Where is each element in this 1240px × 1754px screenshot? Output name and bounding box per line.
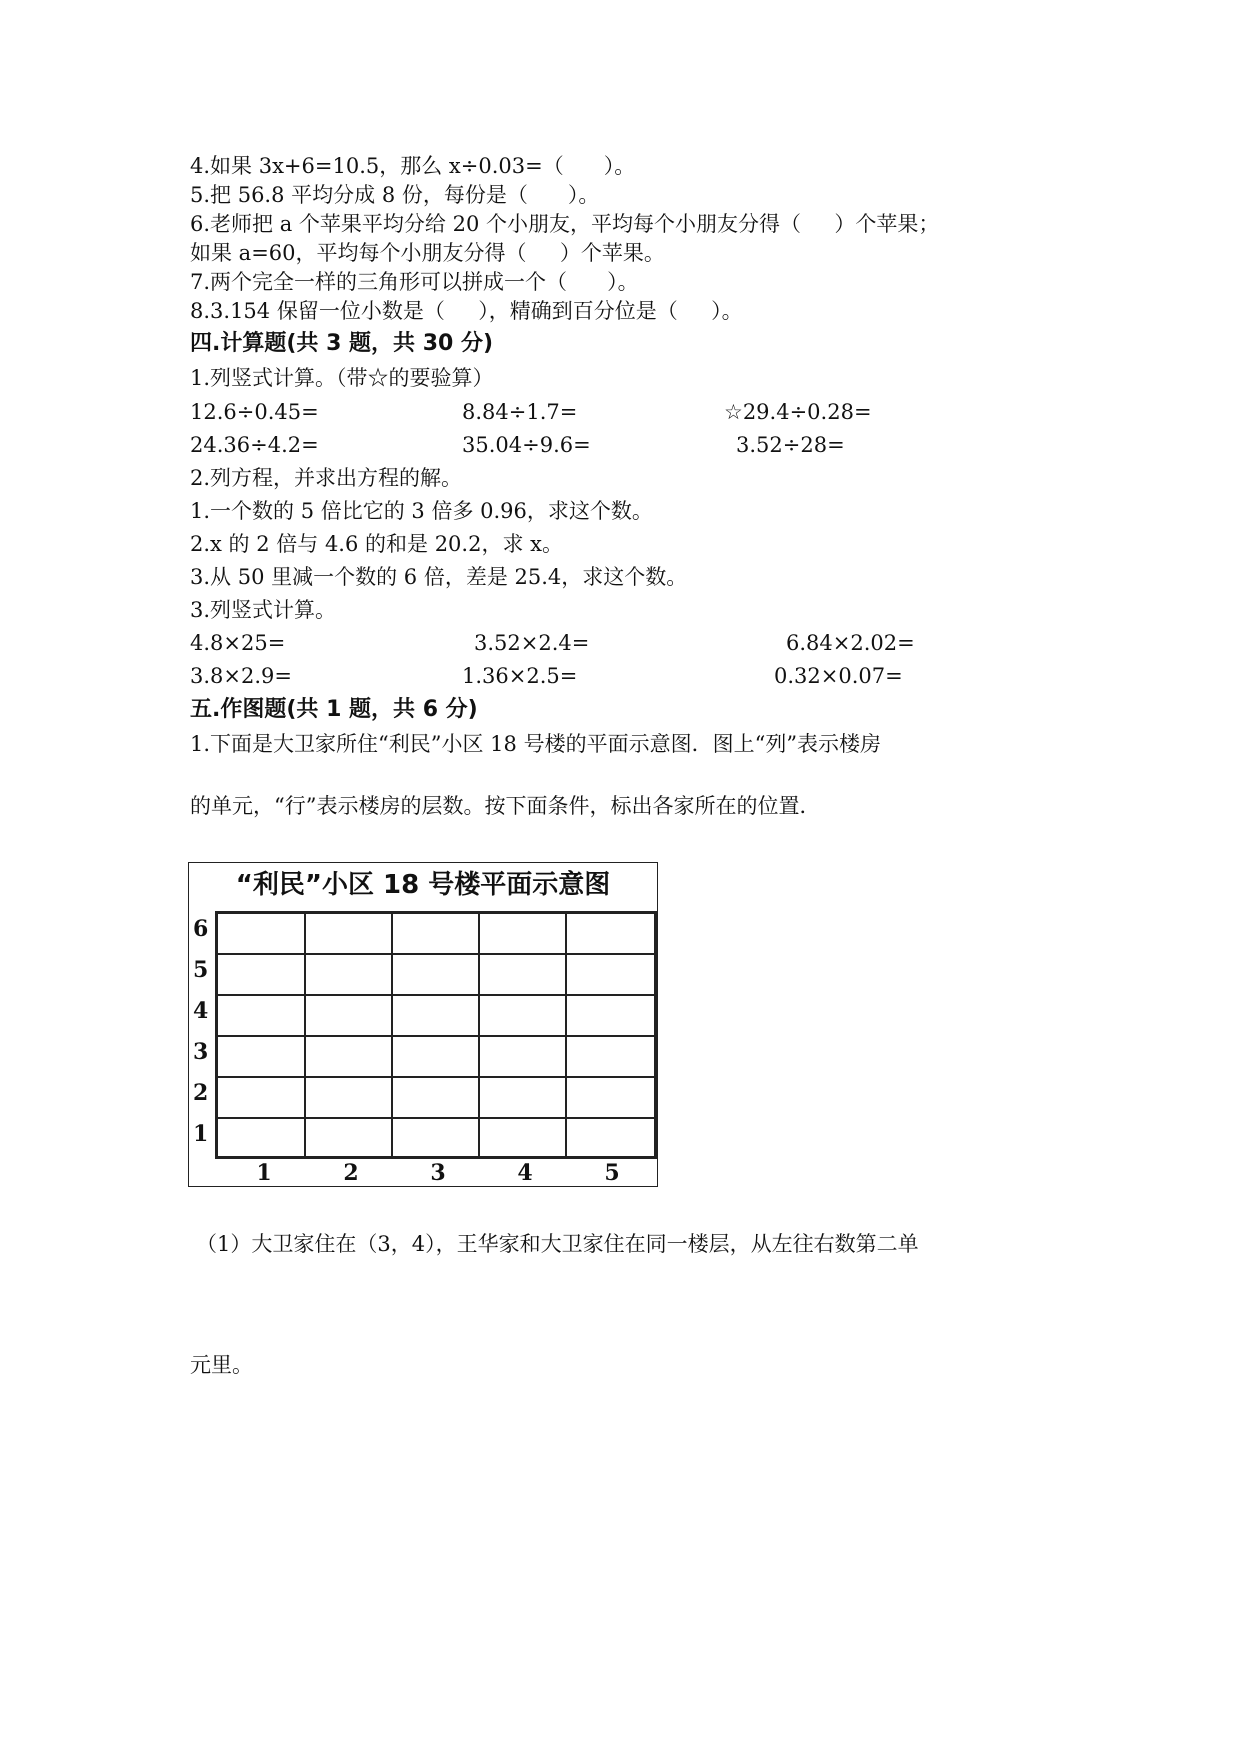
- equation-item: 3.从 50 里减一个数的 6 倍，差是 25.4，求这个数。: [190, 565, 688, 589]
- question-6-line-1: 6.老师把 a 个苹果平均分给 20 个小朋友，平均每个小朋友分得（ ）个苹果；: [190, 212, 940, 236]
- calc-2-title: 2.列方程，并求出方程的解。: [190, 466, 463, 490]
- grid-row-line: [218, 1076, 654, 1078]
- calc-3-title: 3.列竖式计算。: [190, 598, 337, 622]
- grid-row-line: [218, 994, 654, 996]
- equation-item: 1.一个数的 5 倍比它的 3 倍多 0.96，求这个数。: [190, 499, 653, 523]
- question-8: 8.3.154 保留一位小数是（ ），精确到百分位是（ ）。: [190, 299, 743, 323]
- calc-1-item: 3.52÷28=: [736, 433, 845, 457]
- column-label: 3: [430, 1160, 446, 1186]
- drawing-question-line-1: 1.下面是大卫家所住“利民”小区 18 号楼的平面示意图．图上“列”表示楼房: [190, 732, 882, 756]
- calc-1-item: 12.6÷0.45=: [190, 400, 319, 424]
- sub-question-1-line-2: 元里。: [190, 1353, 253, 1377]
- row-label: 5: [193, 957, 209, 983]
- row-label: 4: [193, 998, 209, 1024]
- question-4: 4.如果 3x+6=10.5，那么 x÷0.03=（ ）。: [190, 154, 636, 178]
- row-label: 1: [193, 1121, 209, 1147]
- floor-plan-figure: [188, 862, 658, 1187]
- drawing-question-line-2: 的单元，“行”表示楼房的层数。按下面条件，标出各家所在的位置．: [190, 794, 821, 818]
- calc-3-item: 3.52×2.4=: [474, 631, 590, 655]
- calc-3-item: 4.8×25=: [190, 631, 286, 655]
- column-label: 5: [604, 1160, 620, 1186]
- section-4-heading: 四.计算题(共 3 题，共 30 分): [190, 331, 494, 356]
- grid-row-line: [218, 1117, 654, 1119]
- calc-1-item: 35.04÷9.6=: [462, 433, 591, 457]
- calc-3-item: 1.36×2.5=: [462, 664, 578, 688]
- column-label: 4: [517, 1160, 533, 1186]
- question-7: 7.两个完全一样的三角形可以拼成一个（ ）。: [190, 270, 639, 294]
- equation-item: 2.x 的 2 倍与 4.6 的和是 20.2，求 x。: [190, 532, 563, 556]
- question-6-line-2: 如果 a=60，平均每个小朋友分得（ ）个苹果。: [190, 241, 665, 265]
- row-label: 2: [193, 1080, 209, 1106]
- calc-1-item: 8.84÷1.7=: [462, 400, 578, 424]
- floor-plan-title: “利民”小区 18 号楼平面示意图: [235, 870, 611, 900]
- calc-3-item: 6.84×2.02=: [786, 631, 915, 655]
- floor-plan-grid: [215, 911, 657, 1159]
- row-label: 3: [193, 1039, 209, 1065]
- row-label: 6: [193, 916, 209, 942]
- calc-1-title: 1.列竖式计算。（带☆的要验算）: [190, 366, 494, 390]
- calc-3-item: 3.8×2.9=: [190, 664, 292, 688]
- calc-3-item: 0.32×0.07=: [774, 664, 903, 688]
- grid-row-line: [218, 1035, 654, 1037]
- grid-row-line: [218, 953, 654, 955]
- section-5-heading: 五.作图题(共 1 题，共 6 分): [190, 697, 478, 722]
- column-label: 1: [256, 1160, 272, 1186]
- calc-1-item: ☆29.4÷0.28=: [724, 400, 872, 424]
- sub-question-1-line-1: （1）大卫家住在（3，4），王华家和大卫家住在同一楼层，从左往右数第二单: [196, 1232, 919, 1256]
- column-label: 2: [343, 1160, 359, 1186]
- calc-1-item: 24.36÷4.2=: [190, 433, 319, 457]
- question-5: 5.把 56.8 平均分成 8 份，每份是（ ）。: [190, 183, 600, 207]
